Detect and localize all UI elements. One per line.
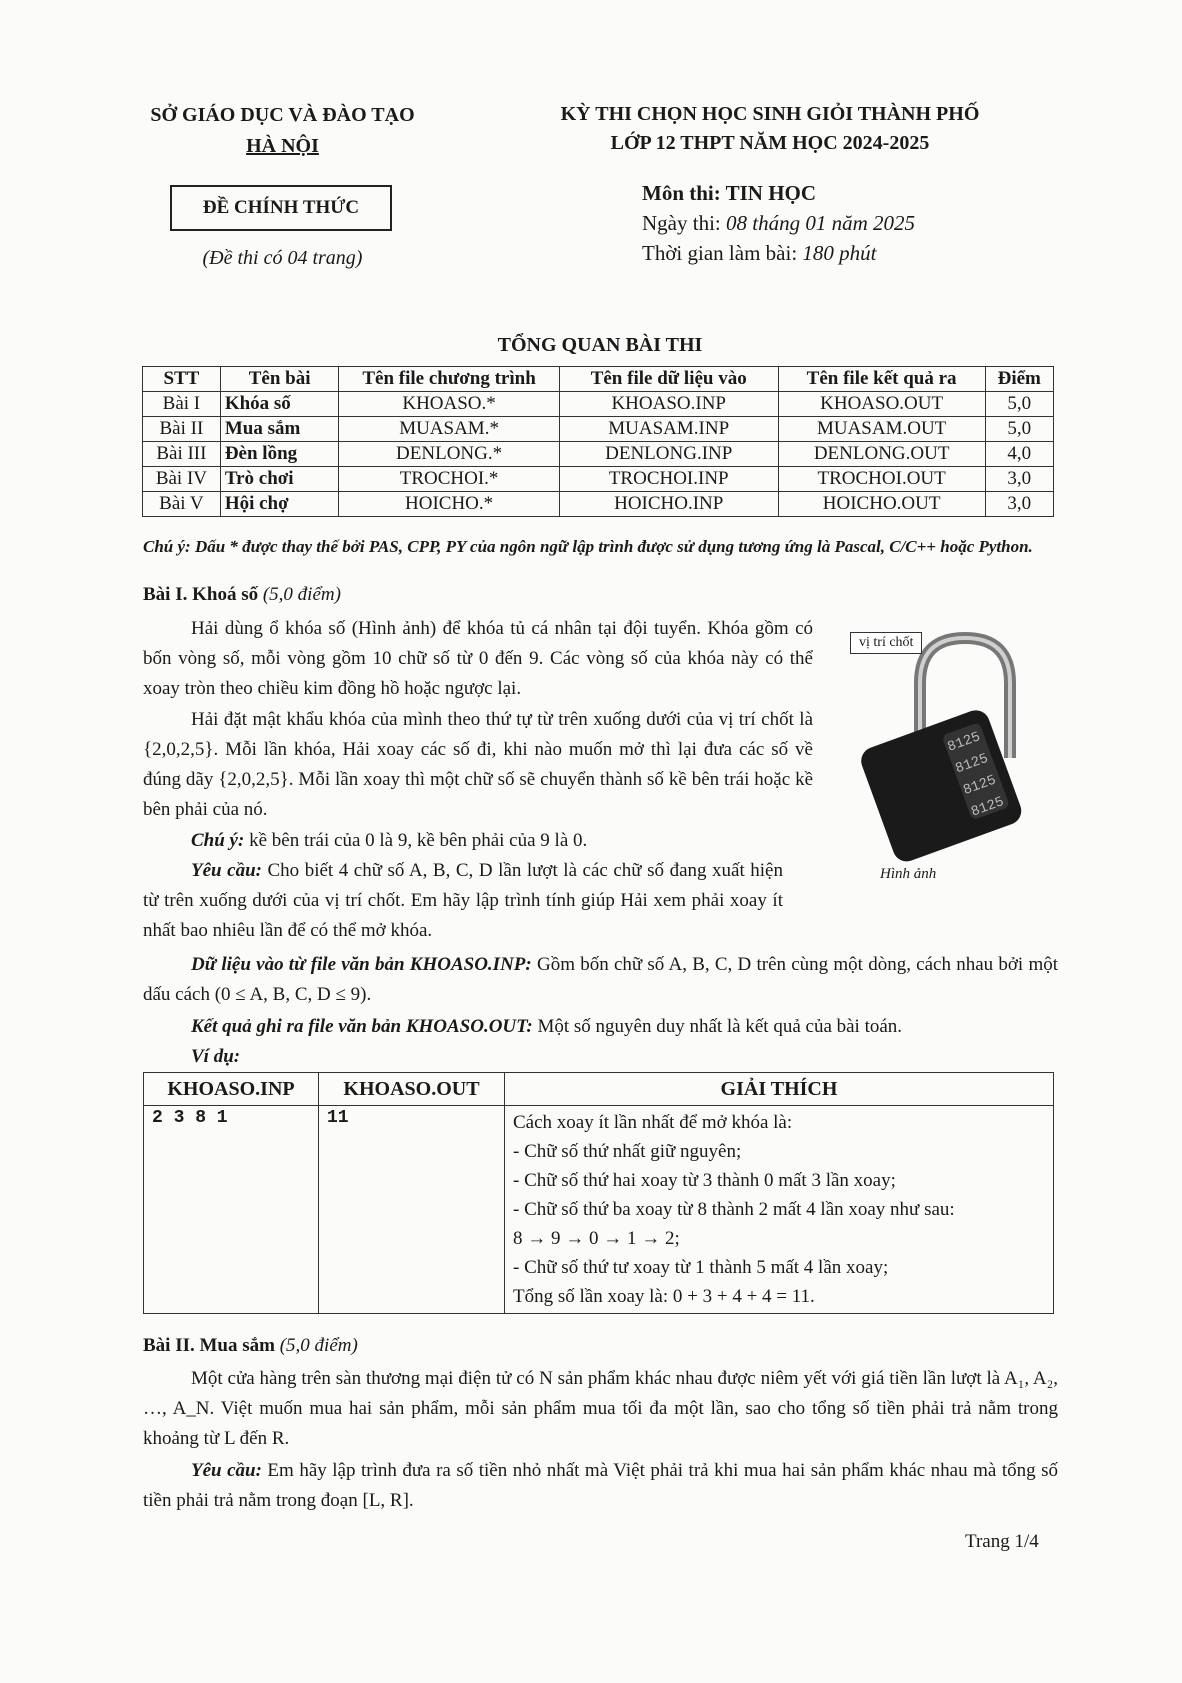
page-number: Trang 1/4 xyxy=(965,1531,1039,1552)
subject-line: Môn thi: TIN HỌC xyxy=(642,181,817,205)
date-line: Ngày thi: 08 tháng 01 năm 2025 xyxy=(642,211,915,235)
department-header xyxy=(130,104,435,158)
problem1-para1: Hải dùng ổ khóa số (Hình ảnh) để khóa tủ cá nhân tại đội tuyển. Khóa gồm có bốn vòng số, mỗi vòng gồm 10 chữ số từ 0 đến 9. Các vòng số của khóa này có thể xoay tròn theo chiều kim đồng hồ hoặc ngược lại. xyxy=(143,618,813,699)
table-row: Bài III Đèn lồng DENLONG.* DENLONG.INP DENLONG.OUT 4,0 xyxy=(143,442,1054,467)
example-label: Ví dụ: xyxy=(191,1046,241,1067)
table-row: Bài I Khóa số KHOASO.* KHOASO.INP KHOASO.OUT 5,0 xyxy=(143,392,1054,417)
problem1-para2: Hải đặt mật khẩu khóa của mình theo thứ tự từ trên xuống dưới của vị trí chốt là {2,0,2,5}. Mỗi lần khóa, Hải xoay các số đi, khi nào muốn mở thì lại đưa các số về đúng dãy {2,0,2,5}. Mỗi lần xoay thì một chữ số sẽ chuyển thành số kề bên trái hoặc kề bên phải của nó. xyxy=(143,709,813,820)
exam-title-line2: LỚP 12 THPT NĂM HỌC 2024-2025 xyxy=(610,132,930,154)
problem1-requirement: Yêu cầu: Cho biết 4 chữ số A, B, C, D lần lượt là các chữ số đang xuất hiện từ trên xuống dưới của vị trí chốt. Em hãy lập trình tính giúp Hải xem phải xoay ít nhất bao nhiêu lần để có thể mở khóa. xyxy=(143,860,783,941)
problem1-output-spec: Kết quả ghi ra file văn bản KHOASO.OUT: Một số nguyên duy nhất là kết quả của bài toán. xyxy=(191,1016,903,1037)
department-name: SỞ GIÁO DỤC VÀ ĐÀO TẠO xyxy=(150,104,415,126)
table-row xyxy=(144,1106,1054,1314)
svg-text:8125: 8125 xyxy=(961,772,999,799)
image-caption: Hình ảnh xyxy=(880,866,937,882)
exam-title-line1: KỲ THI CHỌN HỌC SINH GIỎI THÀNH PHỐ xyxy=(560,103,980,125)
example-output: 11 xyxy=(319,1106,505,1314)
example-table xyxy=(143,1072,1054,1314)
file-extension-note: Chú ý: Dấu * được thay thế bởi PAS, CPP, PY của ngôn ngữ lập trình được sử dụng tương ứng là Pascal, C/C++ hoặc Python. xyxy=(143,537,1033,556)
problem1-input-spec: Dữ liệu vào từ file văn bản KHOASO.INP: Gồm bốn chữ số A, B, C, D trên cùng một dòng, cách nhau bởi một dấu cách (0 ≤ A, B, C, D ≤ 9). xyxy=(143,954,1059,1005)
exam-title xyxy=(520,100,1020,158)
example-header-row: KHOASO.INP KHOASO.OUT GIẢI THÍCH xyxy=(144,1073,1054,1106)
table-row: Bài IV Trò chơi TROCHOI.* TROCHOI.INP TROCHOI.OUT 3,0 xyxy=(143,467,1054,492)
city-name: HÀ NỘI xyxy=(246,135,319,157)
table-row: Bài V Hội chợ HOICHO.* HOICHO.INP HOICHO.OUT 3,0 xyxy=(143,492,1054,517)
exam-info xyxy=(642,178,915,268)
svg-text:8125: 8125 xyxy=(945,729,983,756)
table-row: Bài II Mua sắm MUASAM.* MUASAM.INP MUASAM.OUT 5,0 xyxy=(143,417,1054,442)
problem2-requirement: Yêu cầu: Em hãy lập trình đưa ra số tiền nhỏ nhất mà Việt phải trả khi mua hai sản phẩm khác nhau mà tổng số tiền phải trả nằm trong đoạn [L, R]. xyxy=(143,1460,1058,1511)
overview-header-row: STT Tên bài Tên file chương trình Tên file dữ liệu vào Tên file kết quả ra Điểm xyxy=(143,367,1054,392)
pages-note: (Đề thi có 04 trang) xyxy=(202,247,363,269)
overview-title: TỔNG QUAN BÀI THI xyxy=(497,334,703,356)
padlock-icon xyxy=(850,628,1030,868)
example-input: 2 3 8 1 xyxy=(144,1106,319,1314)
problem1-title: Bài I. Khoá số (5,0 điểm) xyxy=(143,584,341,605)
example-explanation: Cách xoay ít lần nhất để mở khóa là: - Chữ số thứ nhất giữ nguyên; - Chữ số thứ hai xoay từ 3 thành 0 mất 3 lần xoay; - Chữ số thứ ba xoay từ 8 thành 2 mất 4 lần xoay như sau: 8 → 9 → 0 → 1 → 2; - Chữ số thứ tư xoay từ 1 thành 5 mất 4 lần xoay; Tổng số lần xoay là: 0 + 3 + 4 + 4 = 11. xyxy=(505,1106,1054,1314)
padlock-image xyxy=(850,628,1030,868)
latch-position-label: vị trí chốt xyxy=(850,632,922,654)
overview-table xyxy=(142,366,1054,517)
svg-text:8125: 8125 xyxy=(953,750,991,778)
problem2-title: Bài II. Mua sắm (5,0 điểm) xyxy=(143,1335,358,1356)
problem2-para1: Một cửa hàng trên sàn thương mại điện tử có N sản phẩm khác nhau được niêm yết với giá tiền lần lượt là A₁, A₂, …, A_N. Việt muốn mua hai sản phẩm, mỗi sản phẩm mua tối đa một lần, sao cho tổng số tiền phải trả nằm trong khoảng từ L đến R. xyxy=(143,1368,1058,1449)
time-line: Thời gian làm bài: 180 phút xyxy=(642,241,877,265)
svg-text:8125: 8125 xyxy=(969,794,1007,821)
official-exam-stamp: ĐỀ CHÍNH THỨC xyxy=(170,185,392,231)
problem1-note: Chú ý: kề bên trái của 0 là 9, kề bên phải của 9 là 0. xyxy=(191,830,588,851)
